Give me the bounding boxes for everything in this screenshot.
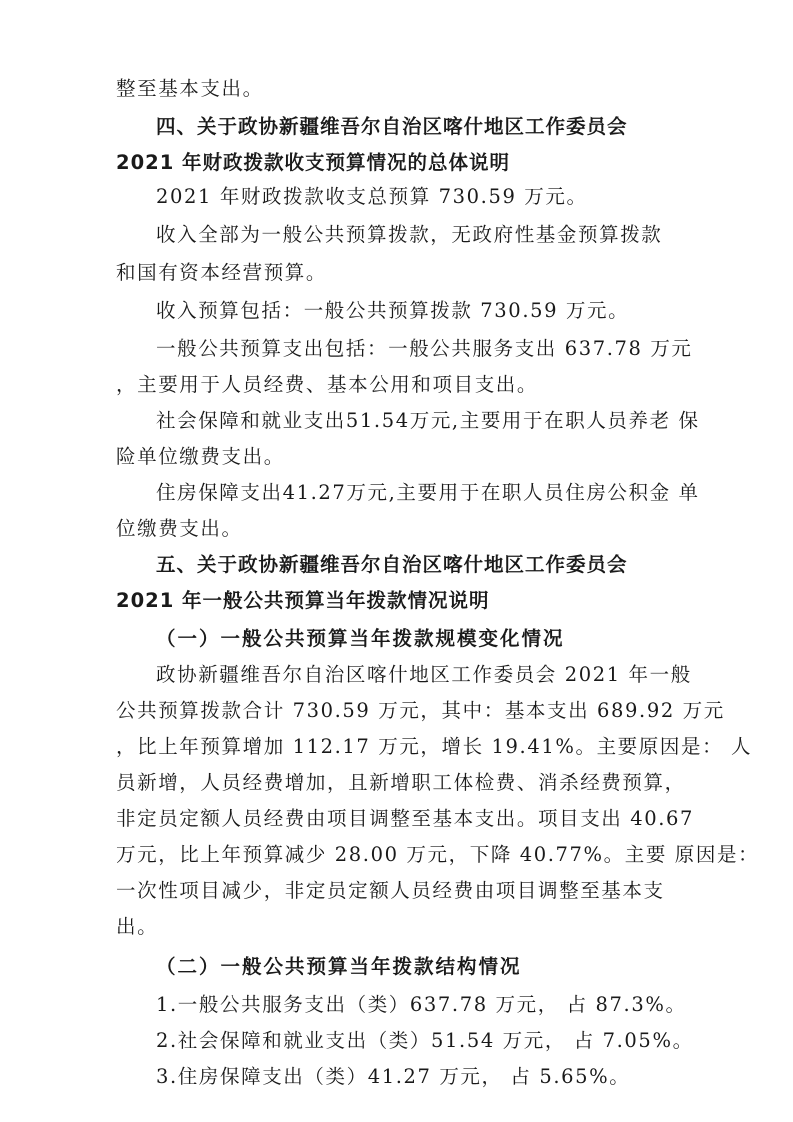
section-heading-4-cont: 2021 年财政拨款收支预算情况的总体说明 [116, 151, 511, 174]
section-heading-5-cont: 2021 年一般公共预算当年拨款情况说明 [116, 589, 490, 612]
section-heading-4: 四、关于政协新疆维吾尔自治区喀什地区工作委员会 [156, 115, 628, 138]
text-line: 住房保障支出41.27万元,主要用于在职人员住房公积金 单 [156, 481, 700, 504]
text-line: 和国有资本经营预算。 [116, 261, 328, 284]
list-item-1: 1.一般公共服务支出（类）637.78 万元， 占 87.3%。 [156, 993, 687, 1016]
text-line: 一次性项目减少，非定员定额人员经费由项目调整至基本支 [116, 879, 665, 902]
text-line: 位缴费支出。 [116, 517, 243, 540]
text-line: 非定员定额人员经费由项目调整至基本支出。项目支出 40.67 [116, 807, 695, 830]
text-line: 收入全部为一般公共预算拨款，无政府性基金预算拨款 [156, 223, 663, 246]
text-line: 险单位缴费支出。 [116, 445, 285, 468]
text-line: 员新增，人员经费增加，且新增职工体检费、消杀经费预算， [116, 771, 686, 794]
text-line: 收入预算包括：一般公共预算拨款 730.59 万元。 [156, 299, 630, 322]
text-line: 2021 年财政拨款收支总预算 730.59 万元。 [156, 185, 588, 208]
text-line: 一般公共预算支出包括：一般公共服务支出 637.78 万元 [156, 337, 693, 360]
text-line: 整至基本支出。 [116, 77, 264, 100]
subsection-heading-2: （二）一般公共预算当年拨款结构情况 [156, 955, 522, 978]
text-line: 社会保障和就业支出51.54万元,主要用于在职人员养老 保 [156, 409, 700, 432]
text-line: 公共预算拨款合计 730.59 万元，其中：基本支出 689.92 万元 [116, 699, 725, 722]
section-heading-5: 五、关于政协新疆维吾尔自治区喀什地区工作委员会 [156, 553, 628, 576]
text-line: 出。 [116, 915, 159, 938]
subsection-heading-1: （一）一般公共预算当年拨款规模变化情况 [156, 627, 565, 650]
text-line: ，主要用于人员经费、基本公用和项目支出。 [116, 373, 539, 396]
text-line: 万元，比上年预算减少 28.00 万元，下降 40.77%。主要 原因是： [116, 843, 760, 866]
list-item-3: 3.住房保障支出（类）41.27 万元， 占 5.65%。 [156, 1065, 631, 1088]
text-line: 政协新疆维吾尔自治区喀什地区工作委员会 2021 年一般 [156, 663, 692, 686]
list-item-2: 2.社会保障和就业支出（类）51.54 万元， 占 7.05%。 [156, 1029, 694, 1052]
text-line: ，比上年预算增加 112.17 万元，增长 19.41%。主要原因是： 人 [116, 735, 753, 758]
